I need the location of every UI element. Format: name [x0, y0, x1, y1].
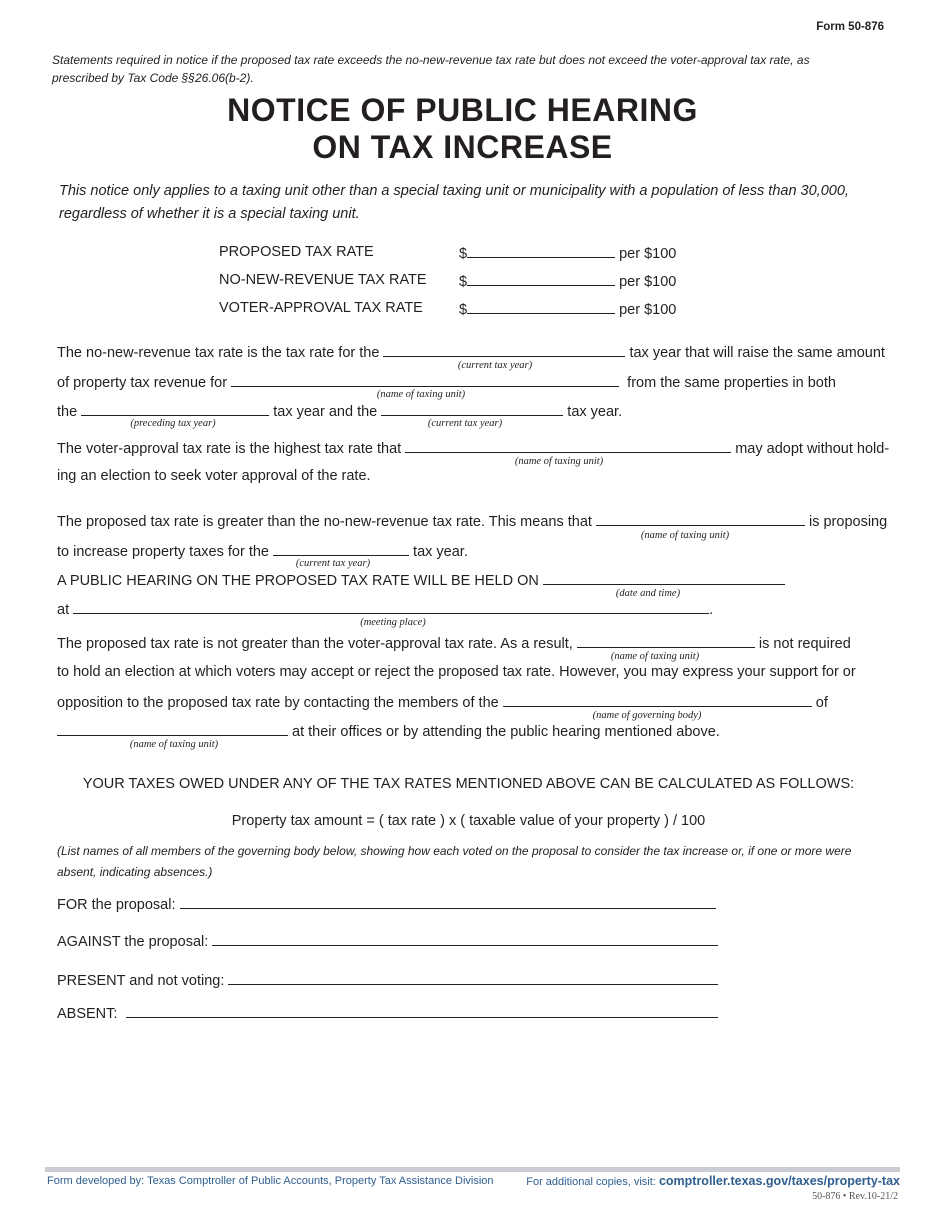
- rate-field-voter-approval[interactable]: [459, 300, 676, 318]
- p2-line1: The voter-approval tax rate is the highest tax rate that may adopt without hold-: [57, 441, 890, 457]
- footer-rule: [45, 1167, 900, 1172]
- taxing-unit-name-blank-4[interactable]: [577, 634, 755, 648]
- taxing-unit-name-blank[interactable]: [231, 373, 619, 387]
- p5-line1: The proposed tax rate is not greater than the voter-approval tax rate. As a result, is not required: [57, 636, 851, 652]
- calculation-heading: YOUR TAXES OWED UNDER ANY OF THE TAX RATES MENTIONED ABOVE CAN BE CALCULATED AS FOLLOWS:: [82, 776, 855, 792]
- statutory-statement: Statements required in notice if the proposed tax rate exceeds the no-new-revenue tax rate but does not exceed the voter-approval tax rate, as prescribed by Tax Code §§26.06(b-2).: [52, 53, 810, 85]
- label-taxing-unit-4: (name of taxing unit): [610, 651, 700, 662]
- p1-line2: of property tax revenue for from the same properties in both: [57, 375, 836, 391]
- per-100-label: per $100: [619, 246, 677, 262]
- label-current-tax-year: (current tax year): [457, 360, 533, 371]
- revision-number: 50-876 • Rev.10-21/2: [812, 1191, 898, 1202]
- p2-line2: ing an election to seek voter approval of the rate.: [57, 468, 371, 484]
- rate-label-no-new-revenue: NO-NEW-REVENUE TAX RATE: [219, 272, 427, 288]
- page-title-line2: ON TAX INCREASE: [312, 129, 613, 165]
- vote-against-blank[interactable]: [212, 932, 718, 946]
- label-preceding-tax-year: (preceding tax year): [130, 418, 216, 429]
- dollar-sign: $: [459, 274, 468, 290]
- vote-present-blank[interactable]: [228, 971, 718, 985]
- per-100-label: per $100: [619, 302, 677, 318]
- footer-copies: For additional copies, visit: comptroller.texas.gov/taxes/property-tax: [526, 1174, 900, 1188]
- rate-label-voter-approval: VOTER-APPROVAL TAX RATE: [219, 300, 423, 316]
- label-date-and-time: (date and time): [615, 588, 681, 599]
- proposed-rate-blank[interactable]: [467, 244, 615, 258]
- rate-label-proposed: PROPOSED TAX RATE: [219, 244, 374, 260]
- dollar-sign: $: [459, 246, 468, 262]
- taxing-unit-name-blank-2[interactable]: [405, 439, 731, 453]
- label-taxing-unit-2: (name of taxing unit): [514, 456, 604, 467]
- p1-line3: the tax year and the tax year.: [57, 404, 623, 420]
- taxing-unit-name-blank-3[interactable]: [596, 512, 805, 526]
- label-meeting-place: (meeting place): [360, 617, 426, 628]
- voting-instructions: (List names of all members of the governing body below, showing how each voted on the proposal to consider the tax increase or, if one or more were absent, indicating absences.): [57, 844, 852, 879]
- comptroller-link[interactable]: comptroller.texas.gov/taxes/property-tax: [658, 1174, 900, 1188]
- current-tax-year-blank[interactable]: [383, 343, 625, 357]
- p5-line4: at their offices or by attending the public hearing mentioned above.: [57, 722, 720, 740]
- label-taxing-unit-3: (name of taxing unit): [640, 530, 730, 541]
- vote-for-row: FOR the proposal:: [57, 895, 716, 913]
- p3-line1: The proposed tax rate is greater than the no-new-revenue tax rate. This means that is proposing: [57, 514, 888, 530]
- intro-notice: This notice only applies to a taxing unit other than a special taxing unit or municipality with a population of less than 30,000, regardless of whether it is a special taxing unit.: [59, 183, 849, 222]
- label-current-tax-year-3: (current tax year): [295, 558, 371, 569]
- rate-field-proposed[interactable]: [459, 244, 676, 262]
- p4-line1: A PUBLIC HEARING ON THE PROPOSED TAX RATE WILL BE HELD ON: [57, 571, 785, 589]
- rate-field-no-new-revenue[interactable]: [459, 272, 676, 290]
- label-taxing-unit-5: (name of taxing unit): [129, 739, 219, 750]
- governing-body-name-blank[interactable]: [503, 693, 812, 707]
- per-100-label: per $100: [619, 274, 677, 290]
- calculation-formula: Property tax amount = ( tax rate ) x ( taxable value of your property ) / 100: [231, 813, 706, 829]
- preceding-tax-year-blank[interactable]: [81, 402, 269, 416]
- p3-line2: to increase property taxes for the tax year.: [57, 544, 468, 560]
- p4-line2: at .: [57, 602, 714, 618]
- taxing-unit-name-blank-5[interactable]: [57, 722, 288, 736]
- vote-present-row: PRESENT and not voting:: [57, 971, 718, 989]
- no-new-revenue-rate-blank[interactable]: [467, 272, 615, 286]
- dollar-sign: $: [459, 302, 468, 318]
- p5-line2: to hold an election at which voters may accept or reject the proposed tax rate. However, you may express your support for or: [57, 664, 856, 680]
- page-title-line1: NOTICE OF PUBLIC HEARING: [227, 92, 698, 128]
- vote-against-row: AGAINST the proposal:: [57, 932, 718, 950]
- hearing-date-time-blank[interactable]: [543, 571, 785, 585]
- current-tax-year-blank-3[interactable]: [273, 542, 409, 556]
- form-number: Form 50-876: [816, 21, 884, 33]
- label-governing-body: (name of governing body): [592, 710, 702, 721]
- current-tax-year-blank-2[interactable]: [381, 402, 563, 416]
- p5-line3: opposition to the proposed tax rate by contacting the members of the of: [57, 695, 828, 711]
- vote-for-blank[interactable]: [180, 895, 716, 909]
- label-taxing-unit: (name of taxing unit): [376, 389, 466, 400]
- footer-developed-by: Form developed by: Texas Comptroller of Public Accounts, Property Tax Assistance Division: [47, 1175, 494, 1187]
- voter-approval-rate-blank[interactable]: [467, 300, 615, 314]
- vote-absent-blank[interactable]: [126, 1004, 718, 1018]
- label-current-tax-year-2: (current tax year): [427, 418, 503, 429]
- p1-line1: The no-new-revenue tax rate is the tax rate for the tax year that will raise the same amount: [57, 345, 885, 361]
- meeting-place-blank[interactable]: [73, 600, 709, 614]
- vote-absent-row: ABSENT:: [57, 1004, 718, 1022]
